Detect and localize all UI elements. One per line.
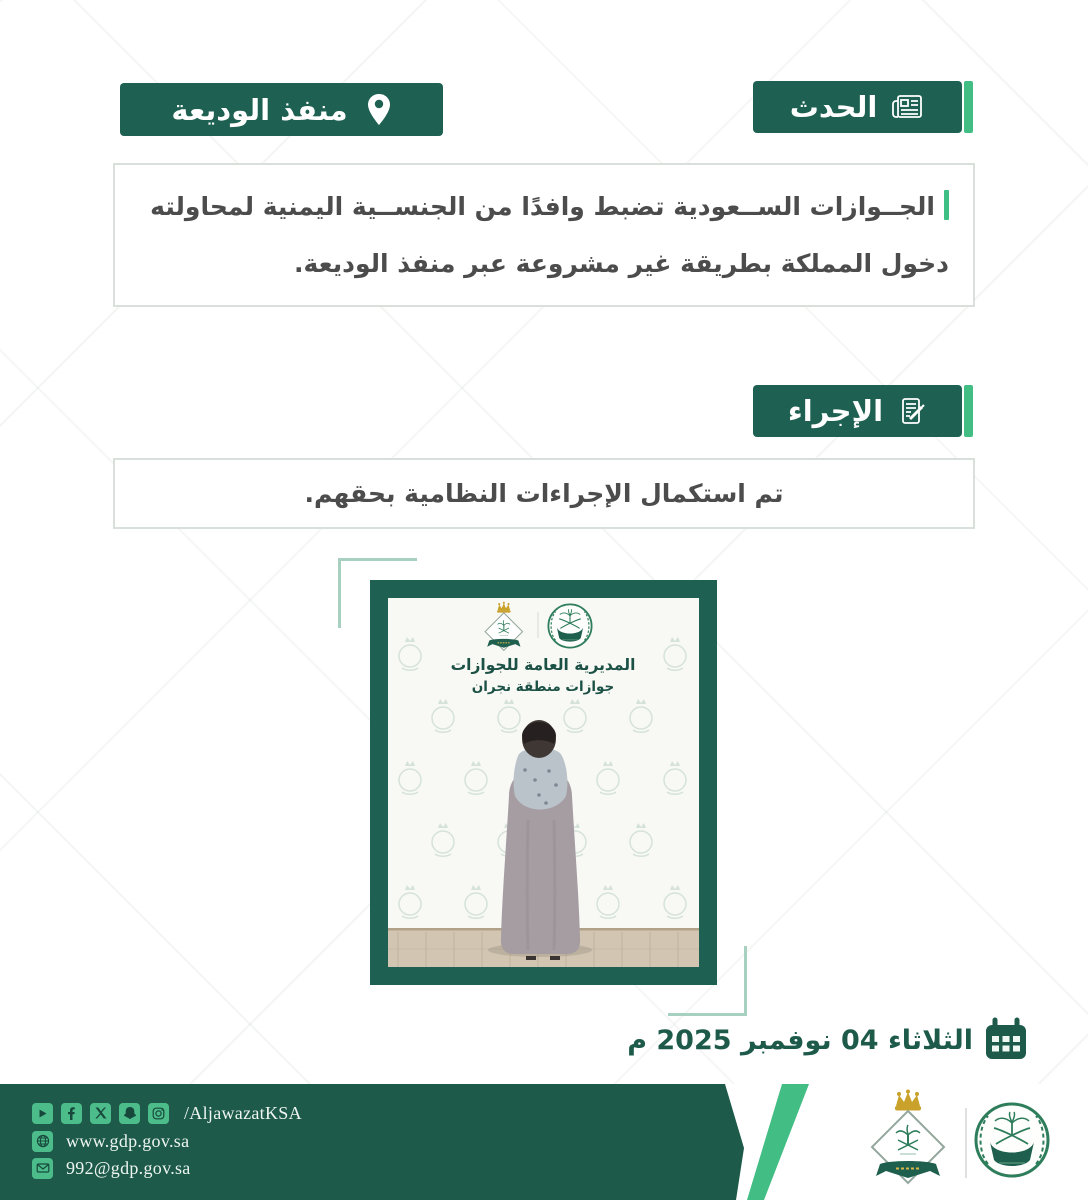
event-badge — [753, 81, 962, 133]
newspaper-icon — [891, 93, 925, 121]
evidence-photo-frame — [370, 580, 717, 985]
text-accent-tick — [944, 190, 949, 220]
social-handle[interactable]: /AljawazatKSA — [184, 1102, 302, 1123]
youtube-icon[interactable] — [32, 1103, 53, 1124]
event-text-box — [113, 163, 975, 307]
website-url[interactable]: www.gdp.gov.sa — [66, 1130, 190, 1151]
location-badge-label: منفذ الوديعة — [171, 92, 348, 127]
calendar-icon — [983, 1017, 1029, 1063]
date-row — [627, 1016, 1029, 1064]
backdrop-subtitle: جوازات منطقة نجران — [471, 679, 615, 695]
location-badge — [120, 83, 443, 136]
event-body-text: الجــوازات الســعودية تضبط وافدًا من الجنســية اليمنية لمحاولته دخول المملكة بطريقة غير مشروعة عبر منفذ الوديعة. — [150, 192, 949, 278]
footer — [0, 1084, 1088, 1200]
email-address[interactable]: 992@gdp.gov.sa — [66, 1157, 191, 1178]
footer-moi-logo — [976, 1104, 1048, 1176]
globe-icon[interactable] — [32, 1131, 53, 1152]
email-row — [32, 1157, 191, 1179]
facebook-icon[interactable] — [61, 1103, 82, 1124]
document-pen-icon — [897, 396, 927, 426]
action-badge-label: الإجراء — [787, 394, 884, 428]
mail-icon[interactable] — [32, 1158, 53, 1179]
backdrop-moi-logo — [548, 604, 591, 647]
social-row — [32, 1102, 302, 1124]
instagram-icon[interactable] — [148, 1103, 169, 1124]
action-accent-bar — [964, 385, 973, 437]
website-row — [32, 1130, 189, 1152]
snapchat-icon[interactable] — [119, 1103, 140, 1124]
action-badge — [753, 385, 962, 437]
backdrop-title: المديرية العامة للجوازات — [450, 656, 636, 674]
location-pin-icon — [366, 92, 392, 128]
date-text: الثلاثاء 04 نوفمبر 2025 م — [627, 1024, 973, 1056]
action-body-text: تم استكمال الإجراءات النظامية بحقهم. — [304, 479, 784, 508]
event-badge-label: الحدث — [789, 90, 878, 124]
evidence-photo — [388, 598, 699, 967]
action-text-box — [113, 458, 975, 529]
x-icon[interactable] — [90, 1103, 111, 1124]
event-accent-bar — [964, 81, 973, 133]
